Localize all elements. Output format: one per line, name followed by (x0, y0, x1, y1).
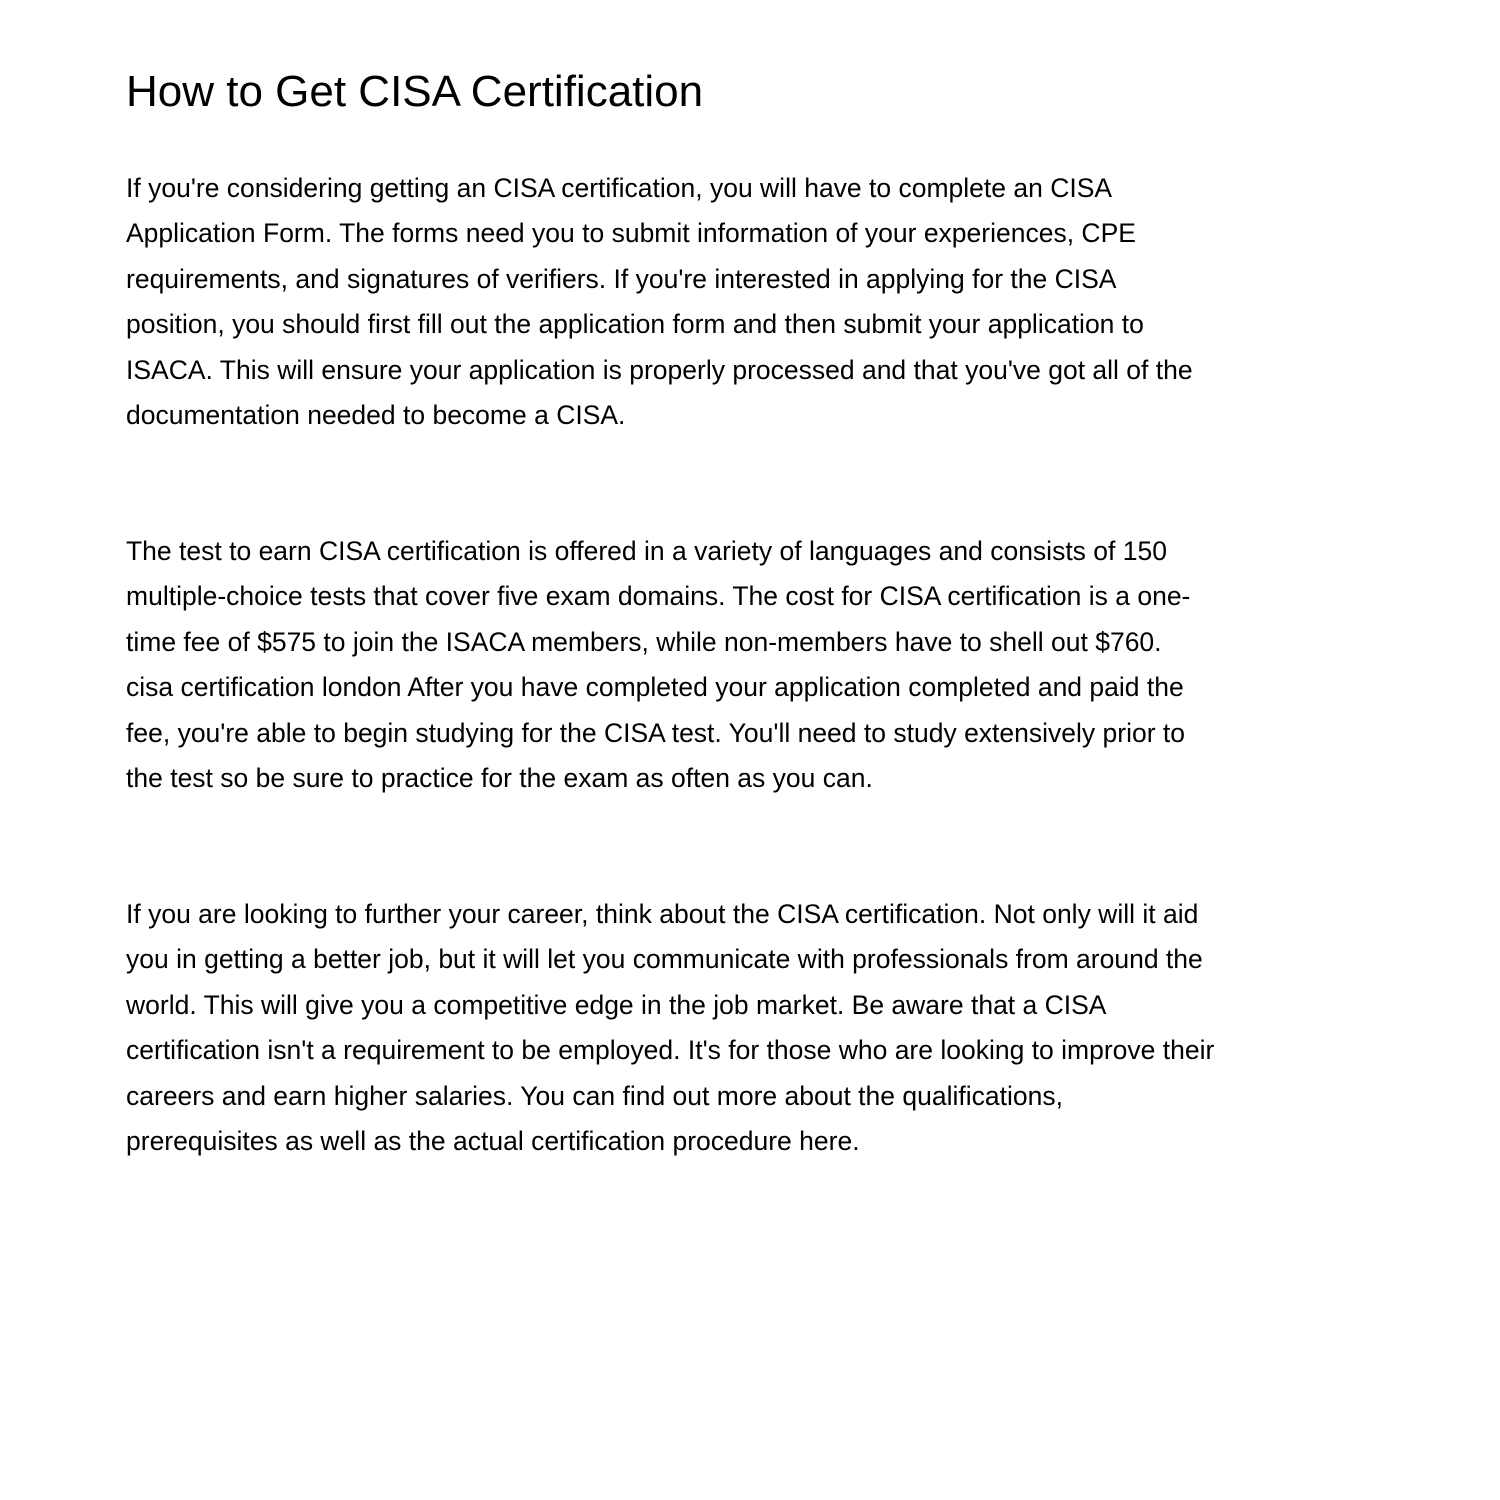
paragraph-line: documentation needed to become a CISA. (126, 400, 626, 431)
paragraph-line: prerequisites as well as the actual certification procedure here. (126, 1126, 860, 1157)
paragraph-line: careers and earn higher salaries. You can find out more about the qualifications, (126, 1080, 1063, 1111)
paragraph-exam-and-fees (126, 529, 1190, 801)
paragraph-line: The test to earn CISA certification is offered in a variety of languages and consists of 150 (126, 536, 1167, 566)
page-title: How to Get CISA Certification (126, 67, 704, 116)
paragraph-line: world. This will give you a competitive edge in the job market. Be aware that a CISA (126, 989, 1107, 1020)
paragraph-line: If you are looking to further your career, think about the CISA certification. Not only will it aid (126, 899, 1199, 929)
paragraph-line: requirements, and signatures of verifiers. If you're interested in applying for the CISA (126, 263, 1117, 294)
paragraph-line: time fee of $575 to join the ISACA members, while non-members have to shell out $760. (126, 626, 1162, 657)
paragraph-line: multiple-choice tests that cover five exam domains. The cost for CISA certification is a one- (126, 581, 1191, 612)
paragraph-line: If you're considering getting an CISA certification, you will have to complete an CISA (126, 173, 1113, 203)
paragraph-application-form (126, 166, 1193, 438)
paragraph-line: the test so be sure to practice for the exam as often as you can. (126, 763, 873, 794)
paragraph-line: certification isn't a requirement to be employed. It's for those who are looking to improve their (126, 1035, 1215, 1066)
paragraph-line: Application Form. The forms need you to submit information of your experiences, CPE (126, 218, 1136, 249)
paragraph-career-benefits (126, 892, 1214, 1164)
paragraph-line: you in getting a better job, but it will let you communicate with professionals from around the (126, 944, 1203, 975)
paragraph-line: fee, you're able to begin studying for the CISA test. You'll need to study extensively prior to (126, 717, 1185, 748)
paragraph-line: cisa certification london After you have completed your application completed and paid the (126, 672, 1184, 703)
paragraph-line: ISACA. This will ensure your application is properly processed and that you've got all of the (126, 354, 1193, 385)
paragraph-line: position, you should first fill out the application form and then submit your application to (126, 309, 1144, 340)
